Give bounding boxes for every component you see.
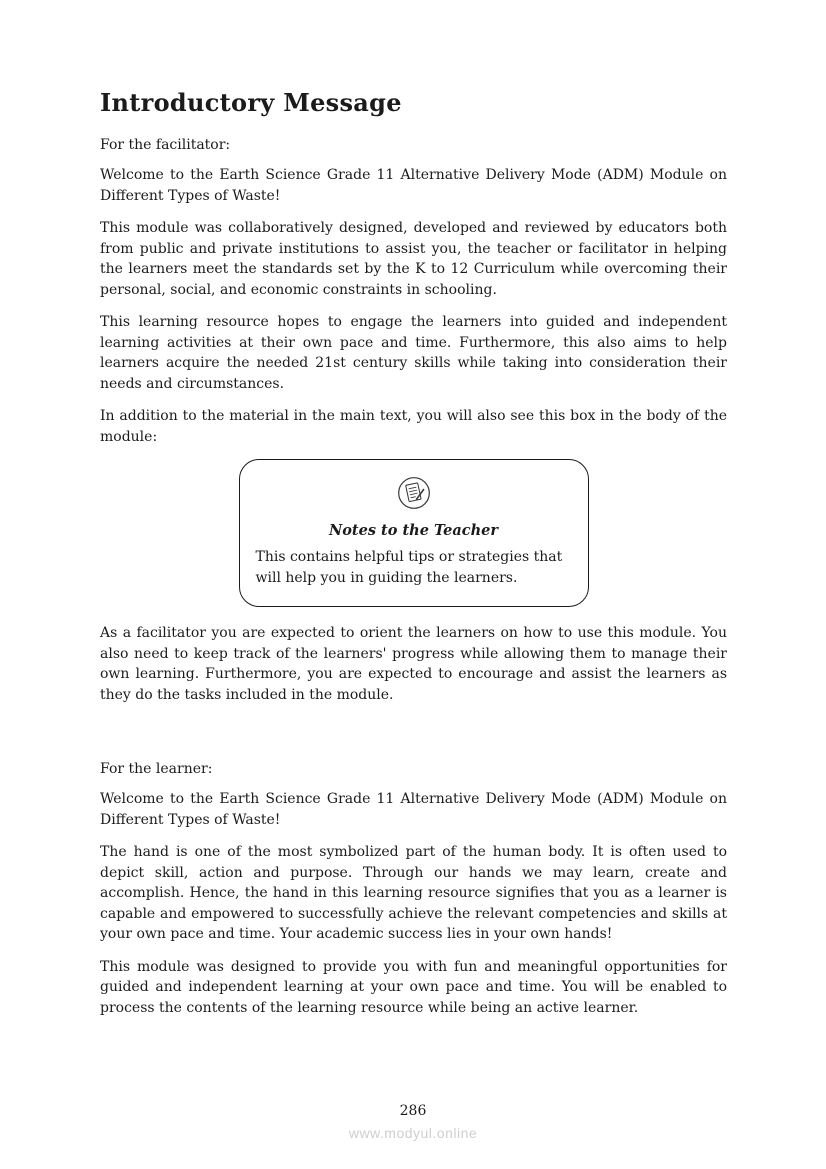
facilitator-salutation: For the facilitator: <box>100 137 231 153</box>
learner-paragraph-welcome: Welcome to the Earth Science Grade 11 Alternative Delivery Mode (ADM) Module on Different Types of Waste! <box>100 791 727 828</box>
facilitator-paragraph-expectations: As a facilitator you are expected to orient the learners on how to use this module. You also need to keep track of the learners' progress while allowing them to manage their own learning. Furthermore, you are expected to encourage and assist the learners as they do the tasks included in the module. <box>100 625 727 703</box>
learner-paragraph-module-design: This module was designed to provide you with fun and meaningful opportunities for guided and independent learning at your own pace and time. You will be enabled to process the contents of the learning resource while being an active learner. <box>100 958 727 1016</box>
section-divider-space <box>100 717 727 761</box>
watermark-text: www.modyul.online <box>348 1125 478 1141</box>
note-box-body: This contains helpful tips or strategies that will help you in guiding the learners. <box>255 549 563 586</box>
learner-salutation: For the learner: <box>100 761 213 777</box>
facilitator-paragraph-welcome: Welcome to the Earth Science Grade 11 Alternative Delivery Mode (ADM) Module on Different Types of Waste! <box>100 167 727 204</box>
facilitator-paragraph-resource: This learning resource hopes to engage the learners into guided and independent learning activities at their own pace and time. Furthermore, this also aims to help learners acquire the needed 21st century skills while taking into consideration their needs and circumstances. <box>100 314 727 392</box>
note-box-heading: Notes to the Teacher <box>329 522 498 539</box>
page-footer <box>0 1103 826 1141</box>
learner-paragraph-hand: The hand is one of the most symbolized part of the human body. It is often used to depict skill, action and purpose. Through our hands we may learn, create and accomplish. Hence, the hand in this learning resource signifies that you as a learner is capable and empowered to successfully achieve the relevant competencies and skills at your own pace and time. Your academic success lies in your own hands! <box>100 844 727 942</box>
notes-to-teacher-box <box>239 459 589 607</box>
facilitator-paragraph-design: This module was collaboratively designed, developed and reviewed by educators both from public and private institutions to assist you, the teacher or facilitator in helping the learners meet the standards set by the K to 12 Curriculum while overcoming their personal, social, and economic constraints in schooling. <box>100 220 727 298</box>
page-number: 286 <box>399 1103 427 1119</box>
page-title: Introductory Message <box>100 88 402 117</box>
notes-scroll-icon <box>393 472 435 514</box>
facilitator-paragraph-box-intro: In addition to the material in the main text, you will also see this box in the body of the module: <box>100 408 727 445</box>
